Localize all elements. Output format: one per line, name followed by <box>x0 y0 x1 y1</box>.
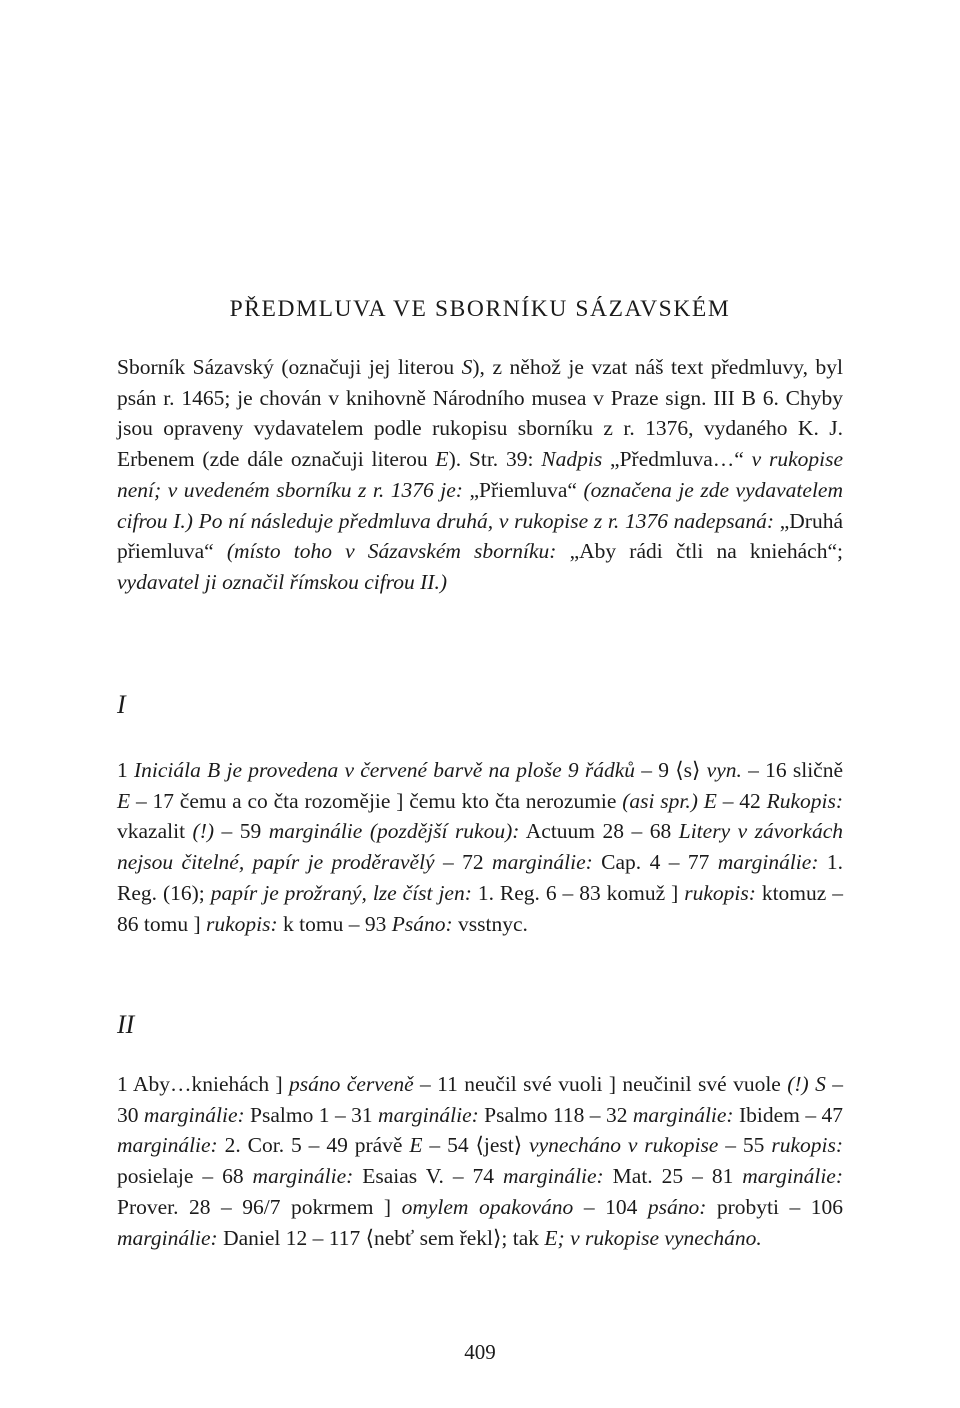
text-run: „Aby rádi čtli na kniehách“; <box>556 539 843 564</box>
italic-run: psáno červeně <box>289 1072 414 1096</box>
text-run: k tomu – 93 <box>277 911 392 936</box>
text-run: ). Str. 39: <box>448 447 542 472</box>
text-run: „Předmluva…“ <box>602 447 752 472</box>
italic-run: marginálie: <box>117 1133 218 1158</box>
italic-run: S <box>461 355 473 379</box>
page-title: PŘEDMLUVA VE SBORNÍKU SÁZAVSKÉM <box>229 296 731 322</box>
text-run: – 54 ⟨jest⟩ <box>422 1133 530 1158</box>
section-2-notes <box>117 1069 843 1253</box>
italic-run: marginálie: <box>252 1164 354 1189</box>
text-run: – 59 <box>214 819 269 844</box>
text-run: – 16 sličně <box>741 758 844 782</box>
italic-run: marginálie (pozdější rukou): <box>268 819 520 844</box>
text-run: – 30 <box>117 1072 844 1127</box>
text-run: – 17 čemu a co čta rozomějie ] čemu kto čta nerozumie <box>130 788 623 813</box>
text-run: 2. Cor. 5 – 49 právě <box>217 1133 410 1158</box>
italic-run: vyn. <box>706 758 742 782</box>
italic-run: rukopis: <box>684 880 756 905</box>
text-run: Psalmo 118 – 32 <box>478 1102 633 1127</box>
italic-run: (místo toho v Sázavském sborníku: <box>226 539 557 564</box>
text-run: – 11 neučil své vuoli ] neučinil své vuole <box>413 1072 788 1096</box>
italic-run: Iniciála B je provedena v červené barvě na ploše 9 řádků <box>134 758 636 782</box>
italic-run: marginálie: <box>117 1225 218 1250</box>
text-run: Mat. 25 – 81 <box>603 1164 743 1189</box>
text-run: Esaias V. – 74 <box>353 1164 503 1189</box>
italic-run: vydavatel ji označil římskou cifrou II.) <box>117 569 447 594</box>
italic-run: (asi spr.) E <box>622 788 717 813</box>
italic-run: (označena je zde vydavatelem cifrou I.) Po ní následuje předmluva druhá, v rukopise z r. 1376 nadepsaná: <box>117 477 843 533</box>
text-run: „Přiemluva“ <box>462 477 584 502</box>
italic-run: marginálie: <box>503 1164 604 1189</box>
text-run: vsstnyc. <box>452 911 528 936</box>
text-run: – 72 <box>434 850 493 875</box>
section-heading-1: I <box>117 690 126 719</box>
text-run: – 42 <box>716 788 767 813</box>
italic-run: vynecháno v rukopise <box>529 1133 719 1158</box>
italic-run: Psáno: <box>391 911 453 936</box>
italic-run: Rukopis: <box>766 788 843 813</box>
text-run: Actuum 28 – 68 <box>519 819 679 844</box>
italic-run: marginálie: <box>717 850 819 875</box>
italic-run: marginálie: <box>742 1164 843 1189</box>
text-run: – 9 ⟨s⟩ <box>635 758 707 782</box>
text-run: 1. Reg. 6 – 83 komuž ] <box>471 880 685 905</box>
text-run: Psalmo 1 – 31 <box>244 1102 379 1127</box>
italic-run: v rukopise není; v uvedeném sborníku z r. 1376 je: <box>117 447 843 502</box>
text-run: Daniel 12 – 117 ⟨nebť sem řekl⟩; tak <box>217 1225 545 1250</box>
text-run: Cap. 4 – 77 <box>592 850 718 875</box>
italic-run: Litery v závorkách nejsou čitelné, papír je proděravělý <box>117 819 843 875</box>
intro-paragraph <box>117 352 843 598</box>
text-run: „Druhá přiemluva“ <box>117 508 843 564</box>
italic-run: papír je prožraný, lze číst jen: <box>210 880 472 905</box>
text-run: 1 Aby…kniehách ] <box>117 1072 290 1096</box>
text-run: 1. Reg. (16); <box>117 850 844 905</box>
text-run: Prover. 28 – 96/7 pokrmem ] <box>117 1194 402 1219</box>
section-1-notes <box>117 755 843 939</box>
text-run: probyti – 106 <box>706 1194 844 1219</box>
italic-run: marginálie: <box>492 850 593 875</box>
text-run: Ibidem – 47 <box>733 1102 843 1127</box>
text-run: posielaje – 68 <box>117 1164 253 1189</box>
italic-run: (!) S <box>787 1072 826 1096</box>
text-run: – 104 <box>573 1194 648 1219</box>
italic-run: marginálie: <box>378 1102 479 1127</box>
text-run: ), z něhož je vzat náš text předmluvy, byl psán r. 1465; je chován v knihovně Národního musea v Praze sign. III B 6. Chyby jsou opraveny vydavatelem podle rukopisu sborníku z r. 1376, vydaného K. J. Erbenem (zde dále označuji literou <box>117 355 843 472</box>
text-run: vkazalit <box>117 819 193 844</box>
text-run: ktomuz – 86 tomu ] <box>117 880 843 936</box>
italic-run: marginálie: <box>143 1102 245 1127</box>
text-run: – 55 <box>718 1133 772 1158</box>
italic-run: psáno: <box>647 1194 707 1219</box>
italic-run: E; v rukopise vynecháno. <box>544 1225 762 1250</box>
italic-run: rukopis: <box>205 911 278 936</box>
italic-run: rukopis: <box>771 1133 843 1158</box>
italic-run: (!) <box>192 819 215 844</box>
text-run: Sborník Sázavský (označuji jej literou <box>117 355 462 379</box>
italic-run: E <box>409 1133 423 1158</box>
italic-run: omylem opakováno <box>401 1194 574 1219</box>
italic-run: E <box>435 447 449 472</box>
italic-run: Nadpis <box>541 447 603 472</box>
section-heading-2: II <box>117 1010 135 1039</box>
text-run: 1 <box>117 758 134 782</box>
italic-run: marginálie: <box>632 1102 734 1127</box>
page-number: 409 <box>464 1340 496 1364</box>
italic-run: E <box>117 788 131 813</box>
